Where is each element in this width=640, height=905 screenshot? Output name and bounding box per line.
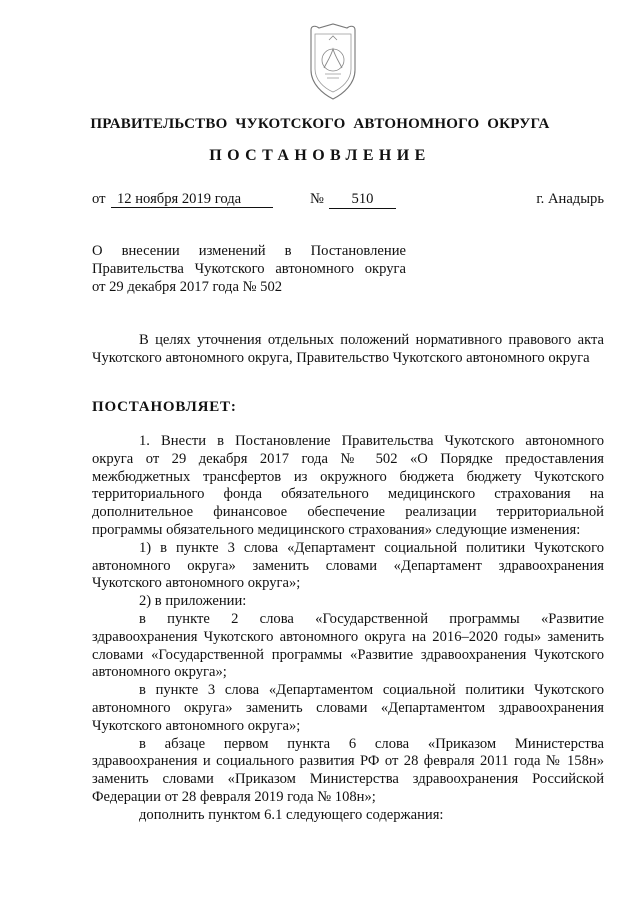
body-paragraph: в пункте 2 слова «Государственной программы «Развитие здравоохранения Чукотского автономного округа на 2016–2020 годы» заменить словами «Государственной программы «Развитие здравоохранения Чукотского автономного округа»; <box>92 610 604 681</box>
document-number: 510 <box>329 191 396 209</box>
body-paragraph: 1. Внести в Постановление Правительства Чукотского автономного округа от 29 декабря 2017 года № 502 «О Порядке предоставления межбюджетных трансфертов из окружного бюджета бюджету Чукотского территориального фонда обязательного медицинского страхования на дополнительное финансовое обеспечение реализации территориальной программы обязательного медицинского страхования» следующие изменения: <box>92 433 604 538</box>
document-date: 12 ноября 2019 года <box>111 191 273 208</box>
subject-line: от 29 декабря 2017 года № 502 <box>92 278 283 295</box>
coat-of-arms-icon <box>305 22 361 102</box>
preamble-text: В целях уточнения отдельных положений нормативного правового акта Чукотского автономного округа, Правительство Чукотского автономного округа <box>92 332 604 366</box>
body-paragraph: 2) в приложении: <box>139 593 247 610</box>
document-body <box>92 433 604 825</box>
subject-line: О внесении изменений в Постановление <box>92 243 406 259</box>
government-name: ПРАВИТЕЛЬСТВО ЧУКОТСКОГО АВТОНОМНОГО ОКРУГА <box>90 116 550 132</box>
body-paragraph: дополнить пунктом 6.1 следующего содержания: <box>139 806 444 823</box>
decree-word: ПОСТАНОВЛЯЕТ: <box>92 399 237 415</box>
subject-line: Правительства Чукотского автономного округа <box>92 260 406 277</box>
body-paragraph: в пункте 3 слова «Департаментом социальной политики Чукотского автономного округа» заменить словами «Департаментом здравоохранения Чукотского автономного округа»; <box>92 682 604 734</box>
document-subject <box>92 243 406 296</box>
document-type-title: ПОСТАНОВЛЕНИЕ <box>209 147 431 164</box>
number-label: № <box>310 191 324 207</box>
document-meta <box>92 191 604 211</box>
date-prefix: от <box>92 191 106 207</box>
document-city: г. Анадырь <box>536 191 604 207</box>
body-paragraph: 1) в пункте 3 слова «Департамент социальной политики Чукотского автономного округа» заменить словами «Департамент здравоохранения Чукотского автономного округа»; <box>92 539 604 592</box>
body-paragraph: в абзаце первом пункта 6 слова «Приказом Министерства здравоохранения и социального развития РФ от 28 февраля 2011 года № 158н» заменить словами «Приказом Министерства здравоохранения Российской Федерации от 28 февраля 2019 года № 108н»; <box>92 735 604 805</box>
